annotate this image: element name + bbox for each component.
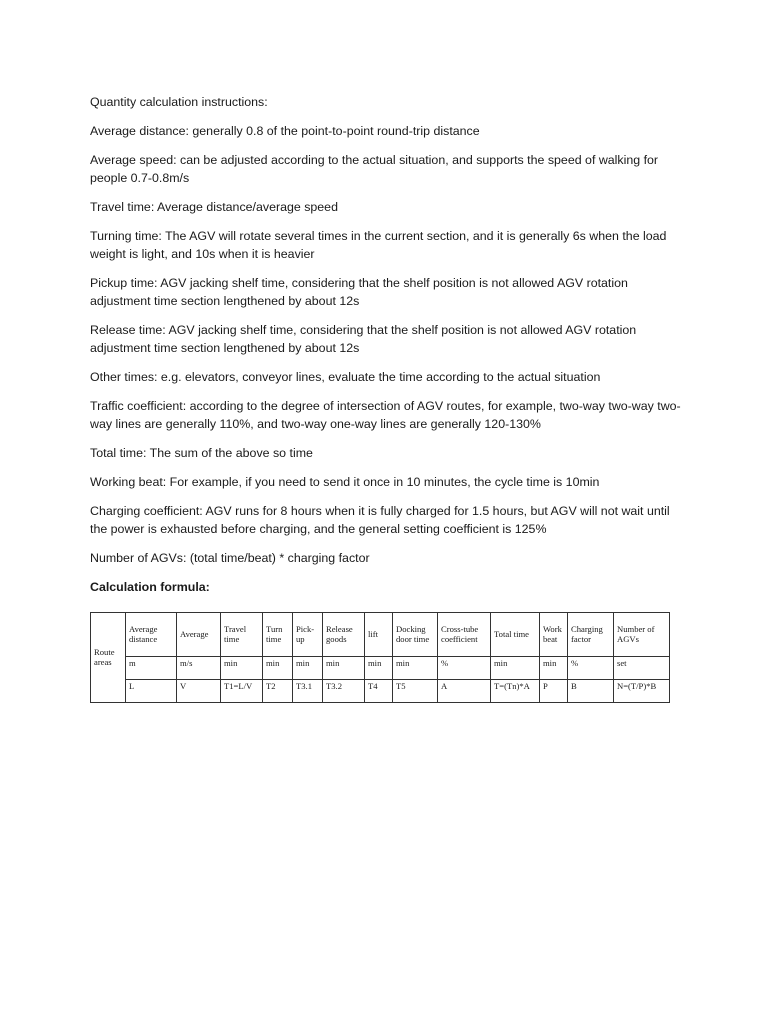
instructions-section	[90, 93, 682, 606]
header-cell: Travel time	[221, 613, 263, 657]
header-cell: Turn time	[263, 613, 293, 657]
table-header-row	[91, 613, 670, 657]
symbol-cell: T3.2	[323, 680, 365, 703]
unit-cell: min	[365, 657, 393, 680]
instructions-title: Quantity calculation instructions:	[90, 95, 268, 109]
instruction-charging-coefficient: Charging coefficient: AGV runs for 8 hours when it is fully charged for 1.5 hours, but AGV will not wait until the power is exhausted before charging, and the general setting coefficient is 125%	[90, 504, 670, 536]
table-symbols-row	[91, 680, 670, 703]
header-cell: Average distance	[126, 613, 177, 657]
symbol-cell: T4	[365, 680, 393, 703]
unit-cell: min	[491, 657, 540, 680]
unit-cell: m	[126, 657, 177, 680]
instruction-number-of-agvs: Number of AGVs: (total time/beat) * charging factor	[90, 551, 370, 565]
header-cell: lift	[365, 613, 393, 657]
symbol-cell: T5	[393, 680, 438, 703]
header-cell: Work beat	[540, 613, 568, 657]
symbol-cell: T3.1	[293, 680, 323, 703]
header-cell: Pick-up	[293, 613, 323, 657]
route-areas-cell: Route areas	[91, 613, 126, 703]
symbol-cell: B	[568, 680, 614, 703]
unit-cell: m/s	[177, 657, 221, 680]
header-cell: Total time	[491, 613, 540, 657]
header-cell: Charging factor	[568, 613, 614, 657]
instruction-traffic-coefficient: Traffic coefficient: according to the degree of intersection of AGV routes, for example, two-way two-way two-way lines are generally 110%, and two-way one-way lines are generally 120-130%	[90, 399, 681, 431]
unit-cell: min	[221, 657, 263, 680]
symbol-cell: T=(Tn)*A	[491, 680, 540, 703]
header-cell: Docking door time	[393, 613, 438, 657]
instruction-travel-time: Travel time: Average distance/average speed	[90, 200, 338, 214]
symbol-cell: T2	[263, 680, 293, 703]
instruction-other-times: Other times: e.g. elevators, conveyor lines, evaluate the time according to the actual situation	[90, 370, 601, 384]
symbol-cell: T1=L/V	[221, 680, 263, 703]
symbol-cell: N=(T/P)*B	[614, 680, 670, 703]
header-cell: Cross-tube coefficient	[438, 613, 491, 657]
header-cell: Average	[177, 613, 221, 657]
unit-cell: min	[293, 657, 323, 680]
symbol-cell: P	[540, 680, 568, 703]
instruction-average-distance: Average distance: generally 0.8 of the point-to-point round-trip distance	[90, 124, 480, 138]
header-cell: Number of AGVs	[614, 613, 670, 657]
unit-cell: min	[393, 657, 438, 680]
instruction-pickup-time: Pickup time: AGV jacking shelf time, considering that the shelf position is not allowed AGV rotation adjustment time section lengthened by about 12s	[90, 276, 628, 308]
instruction-working-beat: Working beat: For example, if you need to send it once in 10 minutes, the cycle time is 10min	[90, 475, 600, 489]
unit-cell: %	[438, 657, 491, 680]
unit-cell: min	[263, 657, 293, 680]
instruction-release-time: Release time: AGV jacking shelf time, considering that the shelf position is not allowed AGV rotation adjustment time section lengthened by about 12s	[90, 323, 637, 355]
unit-cell: min	[540, 657, 568, 680]
table-units-row	[91, 657, 670, 680]
instruction-total-time: Total time: The sum of the above so time	[90, 446, 313, 460]
formula-heading: Calculation formula:	[90, 580, 210, 594]
header-cell: Release goods	[323, 613, 365, 657]
unit-cell: set	[614, 657, 670, 680]
unit-cell: min	[323, 657, 365, 680]
unit-cell: %	[568, 657, 614, 680]
symbol-cell: A	[438, 680, 491, 703]
symbol-cell: V	[177, 680, 221, 703]
calculation-table	[90, 612, 670, 703]
symbol-cell: L	[126, 680, 177, 703]
instruction-turning-time: Turning time: The AGV will rotate several times in the current section, and it is generally 6s when the load weight is light, and 10s when it is heavier	[90, 229, 667, 261]
instruction-average-speed: Average speed: can be adjusted according to the actual situation, and supports the speed of walking for people 0.7-0.8m/s	[90, 153, 659, 185]
